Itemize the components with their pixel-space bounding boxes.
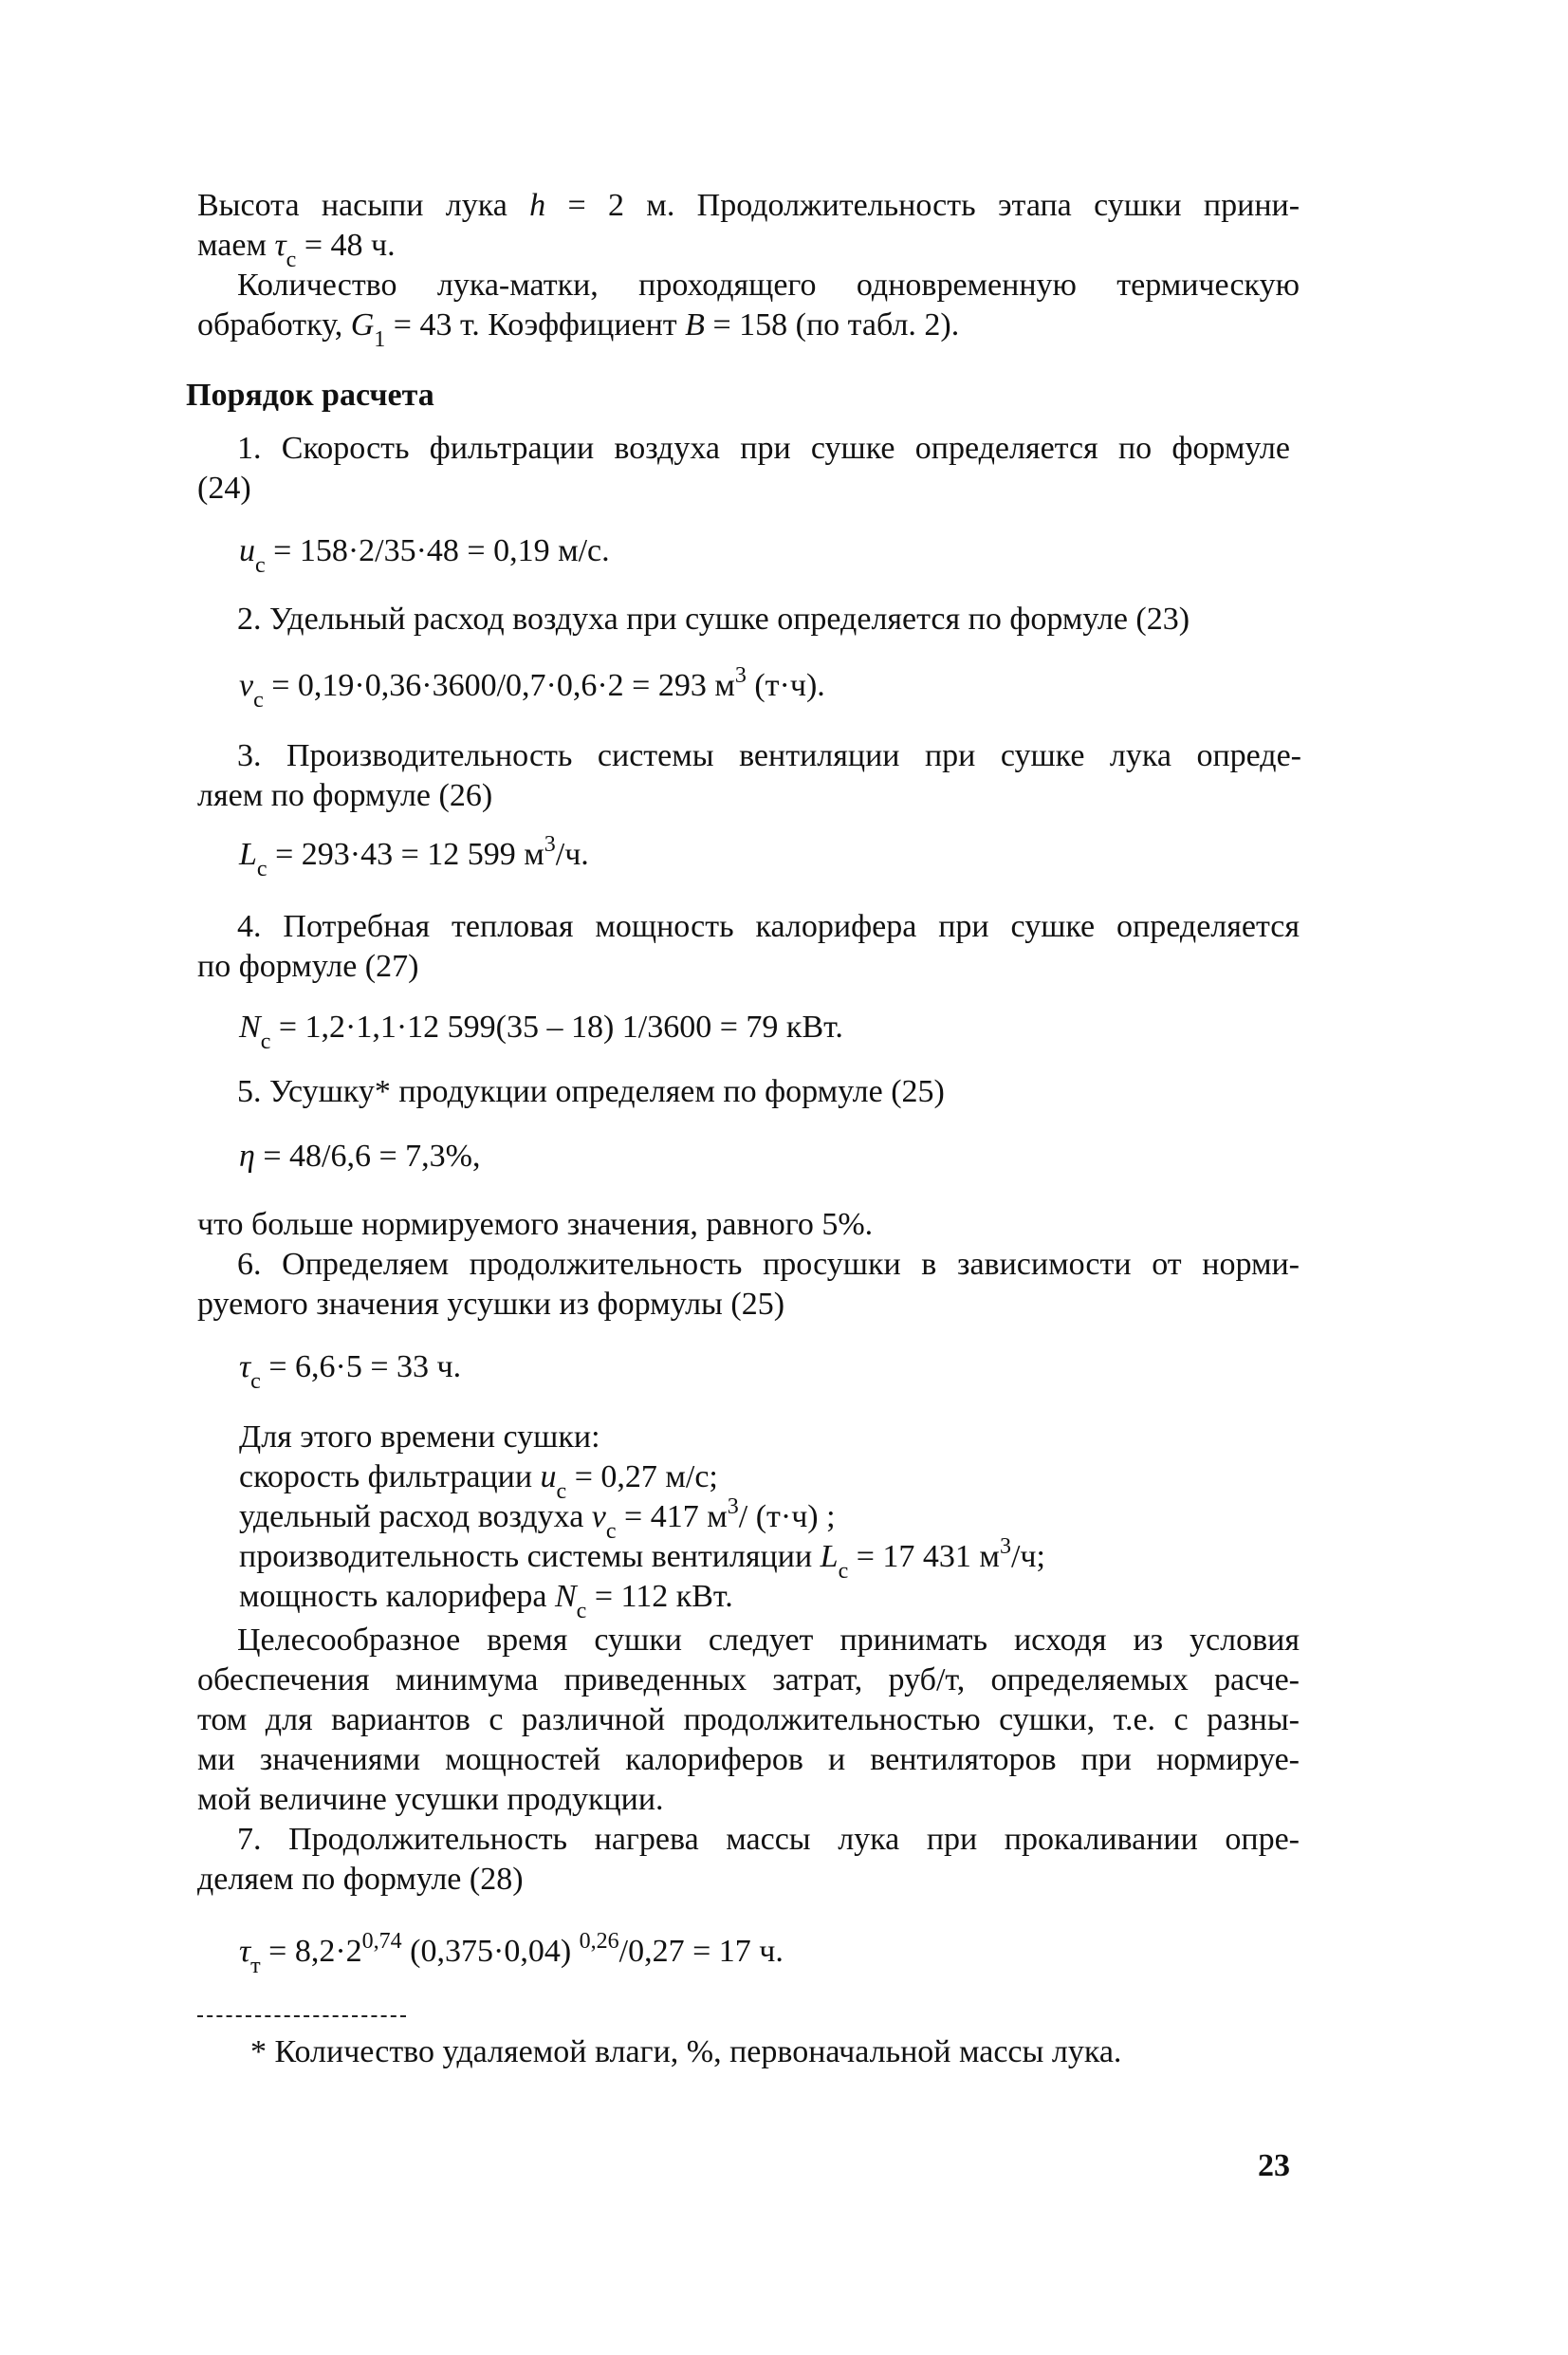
subscript: с [253,688,264,713]
subscript: 1 [374,327,386,352]
text-line: ми значениями мощностей калориферов и вентиляторов при нормируе- [197,1742,1300,1777]
subscript: с [256,857,267,881]
text-line [239,1494,836,1544]
footnote-separator [197,2015,406,2017]
text-line: руемого значения усушки из формулы (25) [197,1287,785,1322]
expression: = 158·2/35·48 = 0,19 м/с. [273,533,610,568]
text: /ч; [1010,1539,1045,1574]
text-line [239,1577,733,1623]
subscript: с [250,1369,261,1394]
text-line: что больше нормируемого значения, равного 5%. [197,1207,874,1242]
text-line: 5. Усушку* продукции определяем по формуле (25) [237,1074,945,1109]
variable: ν [591,1499,606,1534]
variable: B [685,307,705,343]
variable: L [820,1539,839,1574]
page-number: 23 [1258,2148,1290,2183]
variable: τ [274,228,286,263]
text-line [239,1534,1045,1584]
superscript: 3 [544,832,556,857]
text: = 112 кВт. [594,1579,733,1614]
subscript: с [260,1029,271,1054]
subscript: с [605,1519,617,1544]
formula-7 [239,1929,784,1978]
expression: = 0,19·0,36·3600/0,7·0,6·2 = 293 м [271,668,735,703]
expression: /ч. [555,837,589,872]
text-line: обеспечения минимума приведенных затрат, руб/т, определяемых расче- [197,1662,1300,1697]
subscript: с [576,1599,587,1623]
text: Высота насыпи лука [197,188,507,223]
variable: G [350,307,375,343]
section-heading: Порядок расчета [186,378,434,413]
formula-6 [239,1347,462,1394]
subscript: т [250,1954,261,1978]
text: = 417 м [624,1499,728,1534]
superscript: 0,26 [579,1929,619,1954]
text: производительность системы вентиляции [239,1539,813,1574]
text: = 48 ч. [304,228,396,263]
expression: = 48/6,6 = 7,3%, [263,1139,481,1174]
subscript: с [286,248,297,272]
formula-1 [239,531,610,578]
variable: L [239,837,257,872]
variable: h [529,188,546,223]
text: = 43 т. Коэффициент [393,307,677,343]
subscript: с [255,553,266,578]
text: = 158 (по табл. 2). [712,307,960,343]
text-line: Количество лука-матки, проходящего одновременную термическую [237,268,1300,303]
variable: ν [239,668,254,703]
formula-5 [239,1137,481,1177]
text-line: 6. Определяем продолжительность просушки в зависимости от норми- [237,1247,1300,1282]
variable: и [239,533,255,568]
text-line: по формуле (27) [197,949,419,984]
text-line: ляем по формуле (26) [197,778,493,813]
subscript: с [556,1479,567,1504]
text-line: 2. Удельный расход воздуха при сушке определяется по формуле (23) [237,602,1190,637]
text-line: (24) [197,471,251,506]
text-line: том для вариантов с различной продолжительностью сушки, т.е. с разны- [197,1702,1300,1737]
text-line: Для этого времени сушки: [239,1419,600,1455]
variable: η [239,1139,255,1174]
formula-2 [239,663,825,713]
expression: (т·ч). [754,668,825,703]
text-line: 4. Потребная тепловая мощность калорифера при сушке определяется [237,909,1300,944]
superscript: 0,74 [361,1929,402,1954]
subscript: с [838,1559,849,1584]
text-line: деляем по формуле (28) [197,1862,524,1897]
text: / (т·ч) ; [738,1499,836,1534]
text: скорость фильтрации [239,1459,533,1494]
text: обработку, [197,307,343,343]
text-line: мой величине усушки продукции. [197,1782,664,1817]
expression: (0,375·0,04) [410,1934,572,1969]
variable: N [554,1579,577,1614]
text-line: 1. Скорость фильтрации воздуха при сушке определяется по формуле [237,431,1290,466]
expression: = 293·43 = 12 599 м [275,837,544,872]
variable: τ [239,1934,251,1969]
superscript: 3 [727,1494,739,1519]
formula-4 [239,1008,843,1054]
superscript: 3 [734,663,747,688]
text: мощность калорифера [239,1579,547,1614]
text-line: 7. Продолжительность нагрева массы лука при прокаливании опре- [237,1822,1300,1857]
text-line [197,226,396,272]
variable: и [540,1459,557,1494]
expression: = 8,2·2 [268,1934,362,1969]
superscript: 3 [999,1534,1011,1559]
text: маем [197,228,267,263]
variable: τ [239,1349,251,1384]
formula-3 [239,832,589,881]
text-line [197,306,960,352]
expression: /0,27 = 17 ч. [618,1934,784,1969]
text: = 2 м. Продолжительность этапа сушки прини- [567,188,1301,223]
text: = 0,27 м/с; [574,1459,718,1494]
variable: N [239,1010,261,1045]
footnote: * Количество удаляемой влаги, %, первоначальной массы лука. [250,2034,1122,2069]
text-line: Целесообразное время сушки следует принимать исходя из условия [237,1623,1300,1658]
text: удельный расход воздуха [239,1499,584,1534]
text-line: 3. Производительность системы вентиляции при сушке лука опреде- [237,738,1301,773]
text: = 17 431 м [856,1539,1000,1574]
expression: = 1,2·1,1·12 599(35 – 18) 1/3600 = 79 кВт. [278,1010,843,1045]
text-line [197,186,1300,226]
text-line [239,1457,718,1504]
expression: = 6,6·5 = 33 ч. [268,1349,462,1384]
